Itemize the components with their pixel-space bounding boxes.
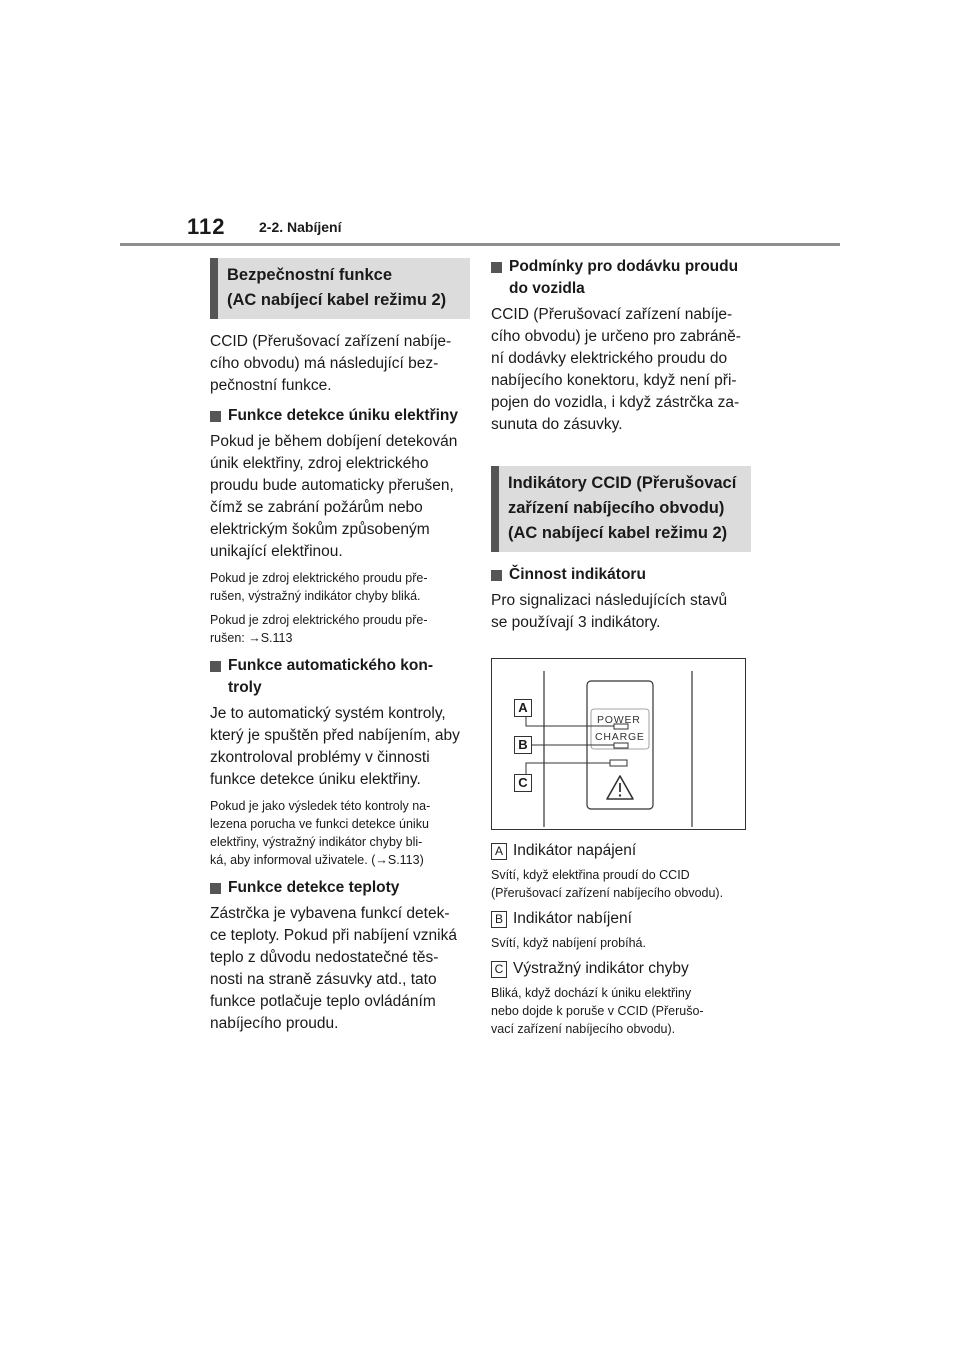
- text-line: Činnost indikátoru: [509, 566, 646, 583]
- callout-c: C: [514, 774, 532, 792]
- header-divider: [120, 243, 840, 246]
- text-line: čímž se zabrání požárům nebo: [210, 499, 423, 516]
- supply-conditions-paragraph: [491, 304, 751, 436]
- text-line: Svítí, když nabíjení probíhá.: [491, 936, 646, 950]
- note-paragraph: [210, 569, 470, 605]
- text-line: Svítí, když elektřina proudí do CCID: [491, 868, 690, 882]
- legend-item-b: [491, 908, 751, 952]
- subheading-indicator-operation: [491, 564, 751, 586]
- error-indicator-lamp: [610, 760, 627, 766]
- text-line: únik elektřiny, zdroj elektrického: [210, 455, 429, 472]
- legend-title: Indikátor nabíjení: [513, 910, 632, 927]
- text-line: funkce potlačuje teplo ovládáním: [210, 993, 436, 1010]
- text-line: ce teploty. Pokud při nabíjení vzniká: [210, 927, 457, 944]
- legend-item-c: [491, 958, 751, 1038]
- text-line: lezena porucha ve funkci detekce úniku: [210, 817, 429, 831]
- badge-c: C: [491, 961, 507, 978]
- text-line: CCID (Přerušovací zařízení nabíje-: [491, 306, 733, 323]
- text-line: nabíjecího proudu.: [210, 1015, 339, 1032]
- legend-description: [491, 866, 751, 902]
- text-line: proudu bude automaticky přerušen,: [210, 477, 454, 494]
- text-line: vací zařízení nabíjecího obvodu).: [491, 1022, 676, 1036]
- page-reference-link[interactable]: ká, aby informoval uživatele. (→S.113): [210, 853, 424, 867]
- legend-title: Výstražný indikátor chyby: [513, 960, 689, 977]
- badge-b: B: [491, 911, 507, 928]
- text-line: Bliká, když dochází k úniku elektřiny: [491, 986, 692, 1000]
- heading-line: zařízení nabíjecího obvodu): [508, 499, 725, 517]
- text-line: elektřiny, výstražný indikátor chyby bli-: [210, 835, 423, 849]
- intro-paragraph: [210, 331, 470, 397]
- auto-check-paragraph: [210, 703, 470, 791]
- text-line: Pokud je zdroj elektrického proudu pře-: [210, 571, 428, 585]
- text-line: sunuta do zásuvky.: [491, 416, 623, 433]
- text-line: cího obvodu) je určeno pro zabráně-: [491, 328, 741, 345]
- callout-b: B: [514, 736, 532, 754]
- text-line: Pro signalizaci následujících stavů: [491, 592, 728, 609]
- text-line: Podmínky pro dodávku proudu: [509, 258, 739, 275]
- note-paragraph-link: [210, 611, 470, 647]
- heading-line: Indikátory CCID (Přerušovací: [508, 474, 737, 492]
- charge-label: CHARGE: [595, 731, 645, 743]
- text-line: Funkce detekce úniku elektřiny: [228, 407, 459, 424]
- text-line: Pokud je jako výsledek této kontroly na-: [210, 799, 431, 813]
- text-line: elektrickým šokům způsobeným: [210, 521, 430, 538]
- text-line: nosti na straně zásuvky atd., tato: [210, 971, 437, 988]
- text-line: pečnostní funkce.: [210, 377, 332, 394]
- text-line: Zástrčka je vybavena funkcí detek-: [210, 905, 450, 922]
- text-line: ní dodávky elektrického proudu do: [491, 350, 728, 367]
- indicator-operation-paragraph: [491, 590, 751, 634]
- note-paragraph: [210, 797, 470, 869]
- text-line: cího obvodu) má následující bez-: [210, 355, 439, 372]
- text-line: se používají 3 indikátory.: [491, 614, 661, 631]
- badge-a: A: [491, 843, 507, 860]
- text-line: do vozidla: [509, 280, 585, 297]
- page-number: 112: [187, 214, 226, 239]
- legend-title: Indikátor napájení: [513, 842, 637, 859]
- text-line: Funkce detekce teploty: [228, 879, 400, 896]
- text-line: (Přerušovací zařízení nabíjecího obvodu).: [491, 886, 724, 900]
- text-line: Je to automatický systém kontroly,: [210, 705, 446, 722]
- text-line: který je spuštěn před nabíjením, aby: [210, 727, 460, 744]
- left-column: [210, 258, 470, 1041]
- text-line: nabíjecího konektoru, když není při-: [491, 372, 737, 389]
- legend-item-a: [491, 840, 751, 902]
- text-line: Funkce automatického kon-: [228, 657, 433, 674]
- callout-a: A: [514, 699, 532, 717]
- heading-line: (AC nabíjecí kabel režimu 2): [508, 524, 728, 542]
- text-line: Pokud je zdroj elektrického proudu pře-: [210, 613, 428, 627]
- text-line: Pokud je během dobíjení detekován: [210, 433, 458, 450]
- subheading-temperature: [210, 877, 470, 899]
- section-label: 2-2. Nabíjení: [259, 219, 342, 235]
- subheading-supply-conditions: [491, 256, 751, 300]
- text-line: nebo dojde k poruše v CCID (Přerušo-: [491, 1004, 704, 1018]
- ccid-indicator-figure: [491, 658, 746, 830]
- heading-line: (AC nabíjecí kabel režimu 2): [227, 291, 447, 309]
- text-line: rušen, výstražný indikátor chyby bliká.: [210, 589, 421, 603]
- text-line: troly: [228, 679, 262, 696]
- temperature-paragraph: [210, 903, 470, 1035]
- heading-line: Bezpečnostní funkce: [227, 266, 393, 284]
- text-line: pojen do vozidla, i když zástrčka za-: [491, 394, 740, 411]
- legend-description: [491, 934, 751, 952]
- right-column: [491, 256, 751, 1044]
- power-label: POWER: [597, 714, 641, 726]
- leak-detection-paragraph: [210, 431, 470, 563]
- subheading-auto-check: [210, 655, 470, 699]
- subheading-leak-detection: [210, 405, 470, 427]
- section-heading-indicators: [491, 466, 751, 552]
- legend-description: [491, 984, 751, 1038]
- text-line: zkontroloval problémy v činnosti: [210, 749, 430, 766]
- page-reference-link[interactable]: rušen: →S.113: [210, 631, 293, 645]
- section-heading-safety: [210, 258, 470, 319]
- text-line: funkce detekce úniku elektřiny.: [210, 771, 421, 788]
- charge-indicator-lamp: [614, 743, 628, 748]
- text-line: unikající elektřinou.: [210, 543, 343, 560]
- text-line: teplo z důvodu nedostatečné těs-: [210, 949, 439, 966]
- text-line: CCID (Přerušovací zařízení nabíje-: [210, 333, 452, 350]
